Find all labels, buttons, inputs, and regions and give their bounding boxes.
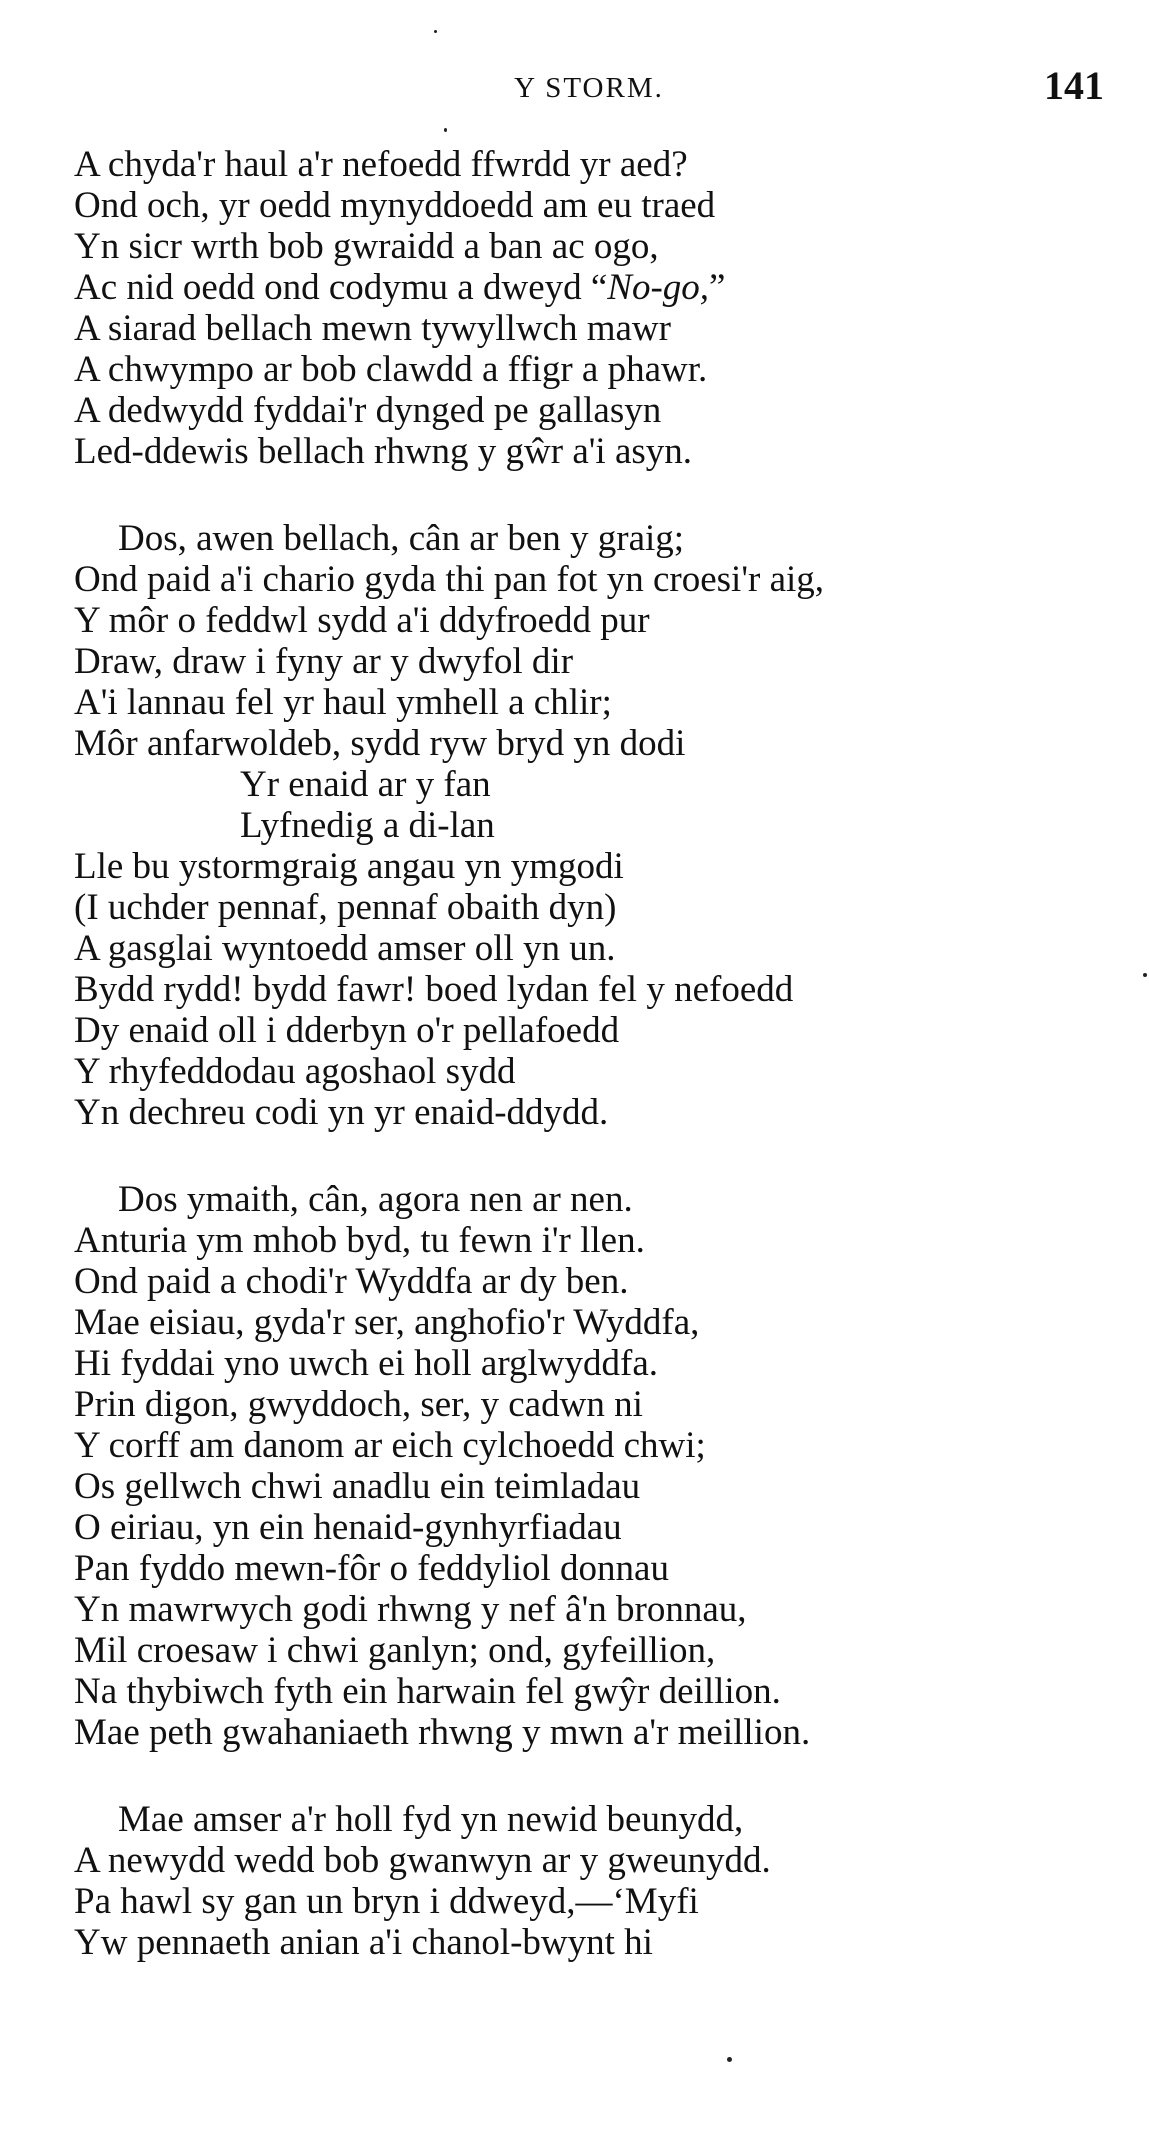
poem-line xyxy=(74,559,1114,600)
line-text: A siarad bellach mewn tywyllwch mawr xyxy=(74,308,671,349)
poem-line xyxy=(74,1343,1114,1384)
poem-line xyxy=(74,349,1114,390)
poem-line xyxy=(74,600,1114,641)
poem-line xyxy=(74,1466,1114,1507)
poem-line xyxy=(74,1548,1114,1589)
line-text: Led-ddewis bellach rhwng y gŵr a'i asyn. xyxy=(74,431,693,472)
line-text: Pan fyddo mewn-fôr o feddyliol donnau xyxy=(74,1548,669,1589)
poem-line xyxy=(74,1425,1114,1466)
poem-line xyxy=(74,1589,1114,1630)
line-text: Os gellwch chwi anadlu ein teimladau xyxy=(74,1466,641,1507)
stanza xyxy=(74,144,1114,472)
poem-line xyxy=(74,1010,1114,1051)
line-text: A newydd wedd bob gwanwyn ar y gweunydd. xyxy=(74,1840,771,1881)
line-text: Môr anfarwoldeb, sydd ryw bryd yn dodi xyxy=(74,723,686,764)
line-text: Mil croesaw i chwi ganlyn; ond, gyfeillion, xyxy=(74,1630,716,1671)
line-text: Ond paid a'i chario gyda thi pan fot yn croesi'r aig, xyxy=(74,559,825,600)
poem-line xyxy=(74,267,1114,308)
line-text: Ond och, yr oedd mynyddoedd am eu traed xyxy=(74,185,716,226)
print-speck xyxy=(434,30,437,33)
line-text: Y môr o feddwl sydd a'i ddyfroedd pur xyxy=(74,600,650,641)
poem-line xyxy=(74,805,1114,846)
poem-line xyxy=(74,1302,1114,1343)
print-speck xyxy=(727,2057,732,2062)
poem-line xyxy=(74,1220,1114,1261)
line-text: Anturia ym mhob byd, tu fewn i'r llen. xyxy=(74,1220,645,1261)
line-text: Mae amser a'r holl fyd yn newid beunydd, xyxy=(118,1799,744,1840)
poem-line xyxy=(74,518,1114,559)
line-text: Yn dechreu codi yn yr enaid-ddydd. xyxy=(74,1092,609,1133)
line-text: Yn mawrwych godi rhwng y nef â'n bronnau, xyxy=(74,1589,747,1630)
line-text: Na thybiwch fyth ein harwain fel gwŷr deillion. xyxy=(74,1671,781,1712)
poem-line xyxy=(74,390,1114,431)
line-text: Y rhyfeddodau agoshaol sydd xyxy=(74,1051,516,1092)
poem-line xyxy=(74,144,1114,185)
poem-line xyxy=(74,1092,1114,1133)
poem-line xyxy=(74,1881,1114,1922)
poem-body xyxy=(74,144,1114,2009)
poem-line xyxy=(74,1671,1114,1712)
line-text: Draw, draw i fyny ar y dwyfol dir xyxy=(74,641,574,682)
line-text: Lle bu ystormgraig angau yn ymgodi xyxy=(74,846,624,887)
line-text: Ond paid a chodi'r Wyddfa ar dy ben. xyxy=(74,1261,629,1302)
line-text: Pa hawl sy gan un bryn i ddweyd,—‘Myfi xyxy=(74,1881,699,1922)
line-text: O eiriau, yn ein henaid-gynhyrfiadau xyxy=(74,1507,622,1548)
stanza xyxy=(74,518,1114,1133)
poem-line xyxy=(74,1840,1114,1881)
poem-line xyxy=(74,431,1114,472)
page-number: 141 xyxy=(1044,63,1104,108)
poem-line xyxy=(74,1922,1114,1963)
poem-line xyxy=(74,1712,1114,1753)
stanza xyxy=(74,1179,1114,1753)
poem-line xyxy=(74,185,1114,226)
line-text: Yr enaid ar y fan xyxy=(240,764,491,805)
stanza xyxy=(74,1799,1114,1963)
line-text: Yn sicr wrth bob gwraidd a ban ac ogo, xyxy=(74,226,659,267)
line-text: Mae eisiau, gyda'r ser, anghofio'r Wyddfa, xyxy=(74,1302,700,1343)
line-italic-text: No-go, xyxy=(607,267,710,308)
running-head xyxy=(74,62,1104,112)
print-speck xyxy=(444,128,447,132)
line-text: A dedwydd fyddai'r dynged pe gallasyn xyxy=(74,390,662,431)
line-text: Hi fyddai yno uwch ei holl arglwyddfa. xyxy=(74,1343,658,1384)
poem-line xyxy=(74,682,1114,723)
print-speck xyxy=(1143,973,1147,977)
line-text: A gasglai wyntoedd amser oll yn un. xyxy=(74,928,616,969)
poem-line xyxy=(74,308,1114,349)
line-text: Mae peth gwahaniaeth rhwng y mwn a'r meillion. xyxy=(74,1712,811,1753)
poem-line xyxy=(74,1051,1114,1092)
poem-line xyxy=(74,1179,1114,1220)
poem-line xyxy=(74,1799,1114,1840)
poem-line xyxy=(74,928,1114,969)
poem-line xyxy=(74,764,1114,805)
line-closing-text: ” xyxy=(709,267,726,308)
line-text: Dy enaid oll i dderbyn o'r pellafoedd xyxy=(74,1010,620,1051)
line-text: Dos, awen bellach, cân ar ben y graig; xyxy=(118,518,685,559)
line-text: A'i lannau fel yr haul ymhell a chlir; xyxy=(74,682,612,723)
line-text: A chwympo ar bob clawdd a ffigr a phawr. xyxy=(74,349,708,390)
line-text: Prin digon, gwyddoch, ser, y cadwn ni xyxy=(74,1384,643,1425)
line-text: Lyfnedig a di-lan xyxy=(240,805,495,846)
poem-line xyxy=(74,1507,1114,1548)
poem-line xyxy=(74,226,1114,267)
line-text: Yw pennaeth anian a'i chanol-bwynt hi xyxy=(74,1922,653,1963)
poem-line xyxy=(74,969,1114,1010)
line-text: Ac nid oedd ond codymu a dweyd “ xyxy=(74,267,608,308)
poem-line xyxy=(74,846,1114,887)
poem-line xyxy=(74,723,1114,764)
line-text: (I uchder pennaf, pennaf obaith dyn) xyxy=(74,887,617,928)
poem-line xyxy=(74,1261,1114,1302)
line-text: A chyda'r haul a'r nefoedd ffwrdd yr aed? xyxy=(74,144,688,185)
running-title: Y STORM. xyxy=(514,72,664,104)
line-text: Y corff am danom ar eich cylchoedd chwi; xyxy=(74,1425,706,1466)
poem-line xyxy=(74,1630,1114,1671)
poem-line xyxy=(74,1384,1114,1425)
poem-line xyxy=(74,641,1114,682)
line-text: Bydd rydd! bydd fawr! boed lydan fel y nefoedd xyxy=(74,969,794,1010)
line-text: Dos ymaith, cân, agora nen ar nen. xyxy=(118,1179,633,1220)
poem-line xyxy=(74,887,1114,928)
